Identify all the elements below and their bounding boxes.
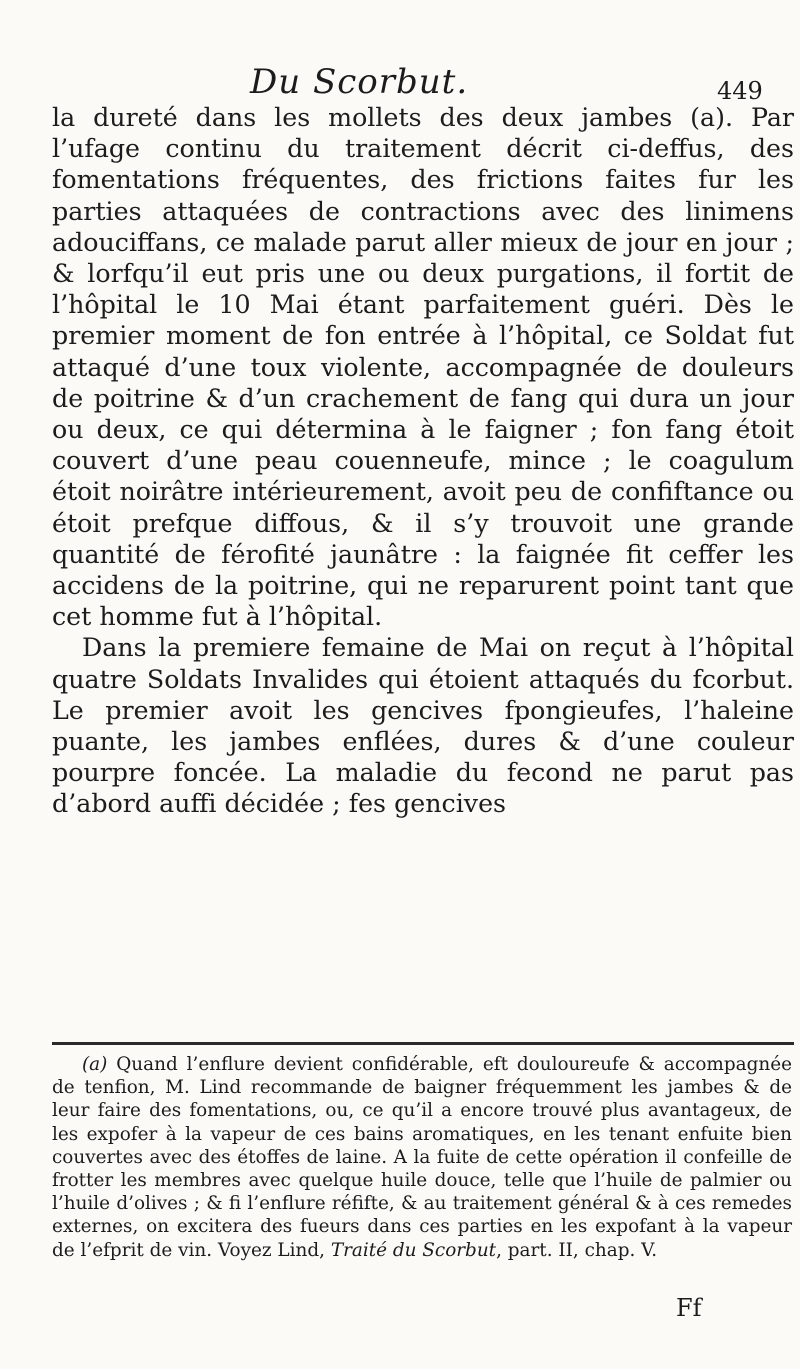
footnote-tail: , part. II, chap. V. [496, 1239, 658, 1261]
signature-mark: Ff [676, 1294, 702, 1322]
page-number: 449 [717, 77, 763, 105]
footnote-divider [52, 1042, 794, 1045]
footnote-marker: (a) [82, 1054, 108, 1075]
body-paragraph: la dureté dans les mollets des deux jambes (a). Par l’ufage continu du traitement décrit ci-deffus, des fomentations fréquentes, des frictions faites fur les parties attaquées de contractions avec des linimens adouciffans, ce malade parut aller mieux de jour en jour ; & lorfqu’il eut pris une ou deux purgations, il fortit de l’hôpital le 10 Mai étant parfaitement guéri. Dès le premier moment de fon entrée à l’hôpital, ce Soldat fut attaqué d’une toux violente, accompagnée de douleurs de poitrine & d’un crachement de fang qui dura un jour ou deux, ce qui détermina à le faigner ; fon fang étoit couvert d’une peau couenneufe, mince ; le coagulum étoit noirâtre intérieurement, avoit peu de confiftance ou étoit prefque diffous, & il s’y trouvoit une grande quantité de férofité jaunâtre : la faignée fit ceffer les accidens de la poitrine, qui ne reparurent point tant que cet homme fut à l’hôpital. [52, 103, 794, 632]
running-head: Du Scorbut. [250, 62, 469, 102]
main-text [52, 102, 794, 820]
footnote-title-reference: Traité du Scorbut [330, 1239, 497, 1261]
body-paragraph: Dans la premiere femaine de Mai on reçut à l’hôpital quatre Soldats Invalides qui étoient attaqués du fcorbut. Le premier avoit les gencives fpongieufes, l’haleine puante, les jambes enflées, dures & d’une couleur pourpre foncée. La maladie du fecond ne parut pas d’abord auffi décidée ; fes gencives [52, 633, 794, 819]
footnote [52, 1053, 792, 1262]
footnote-text: Quand l’enflure devient confidérable, eft douloureufe & accompagnée de tenfion, M. Lind recommande de baigner fréquemment les jambes & de leur faire des fomentations, ou, ce qu’il a encore trouvé plus avantageux, de les expofer à la vapeur de ces bains aromatiques, en les tenant enfuite bien couvertes avec des étoffes de laine. A la fuite de cette opération il confeille de frotter les membres avec quelque huile douce, telle que l’huile de palmier ou l’huile d’olives ; & fi l’enflure réfifte, & au traitement général & à ces remedes externes, on excitera des fueurs dans ces parties en les expofant à la vapeur de l’efprit de vin. Voyez Lind, [52, 1054, 792, 1261]
